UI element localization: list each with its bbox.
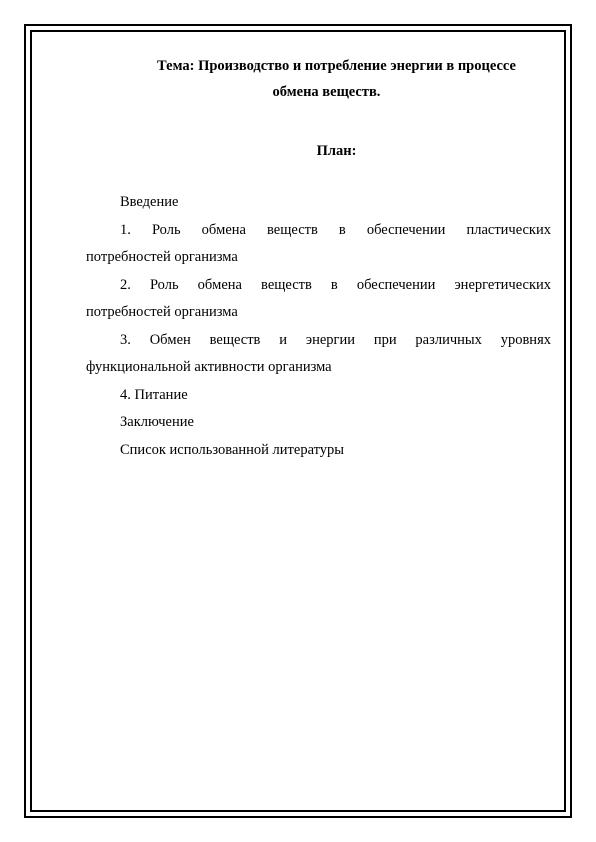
plan-item-3 xyxy=(86,327,551,382)
plan-item-continuation: потребностей организма xyxy=(86,249,238,265)
plan-item-text: 3. Обмен веществ и энергии при различных уровнях xyxy=(120,331,551,348)
document-title xyxy=(86,53,551,105)
plan-item-text: Заключение xyxy=(120,414,194,430)
title-line-2: обмена веществ. xyxy=(272,84,381,100)
title-line-1: Тема: Производство и потребление энергии в процессе xyxy=(157,58,516,74)
plan-item-text: 1. Роль обмена веществ в обеспечении пластических xyxy=(120,221,551,238)
plan-item-text: Введение xyxy=(120,194,179,210)
plan-item-text: Список использованной литературы xyxy=(120,441,345,458)
plan-item-1 xyxy=(86,217,551,272)
plan-item-intro xyxy=(86,189,551,217)
plan-heading: План: xyxy=(316,143,357,159)
plan-item-references xyxy=(86,437,551,465)
plan-item-2 xyxy=(86,272,551,327)
plan-item-text: 4. Питание xyxy=(120,386,188,403)
document-body xyxy=(86,53,551,464)
plan-item-4 xyxy=(86,382,551,410)
plan-item-continuation: потребностей организма xyxy=(86,304,238,320)
plan-list xyxy=(86,189,551,464)
plan-item-conclusion xyxy=(86,409,551,437)
plan-item-continuation: функциональной активности организма xyxy=(86,359,332,375)
plan-item-text: 2. Роль обмена веществ в обеспечении энергетических xyxy=(120,276,551,293)
